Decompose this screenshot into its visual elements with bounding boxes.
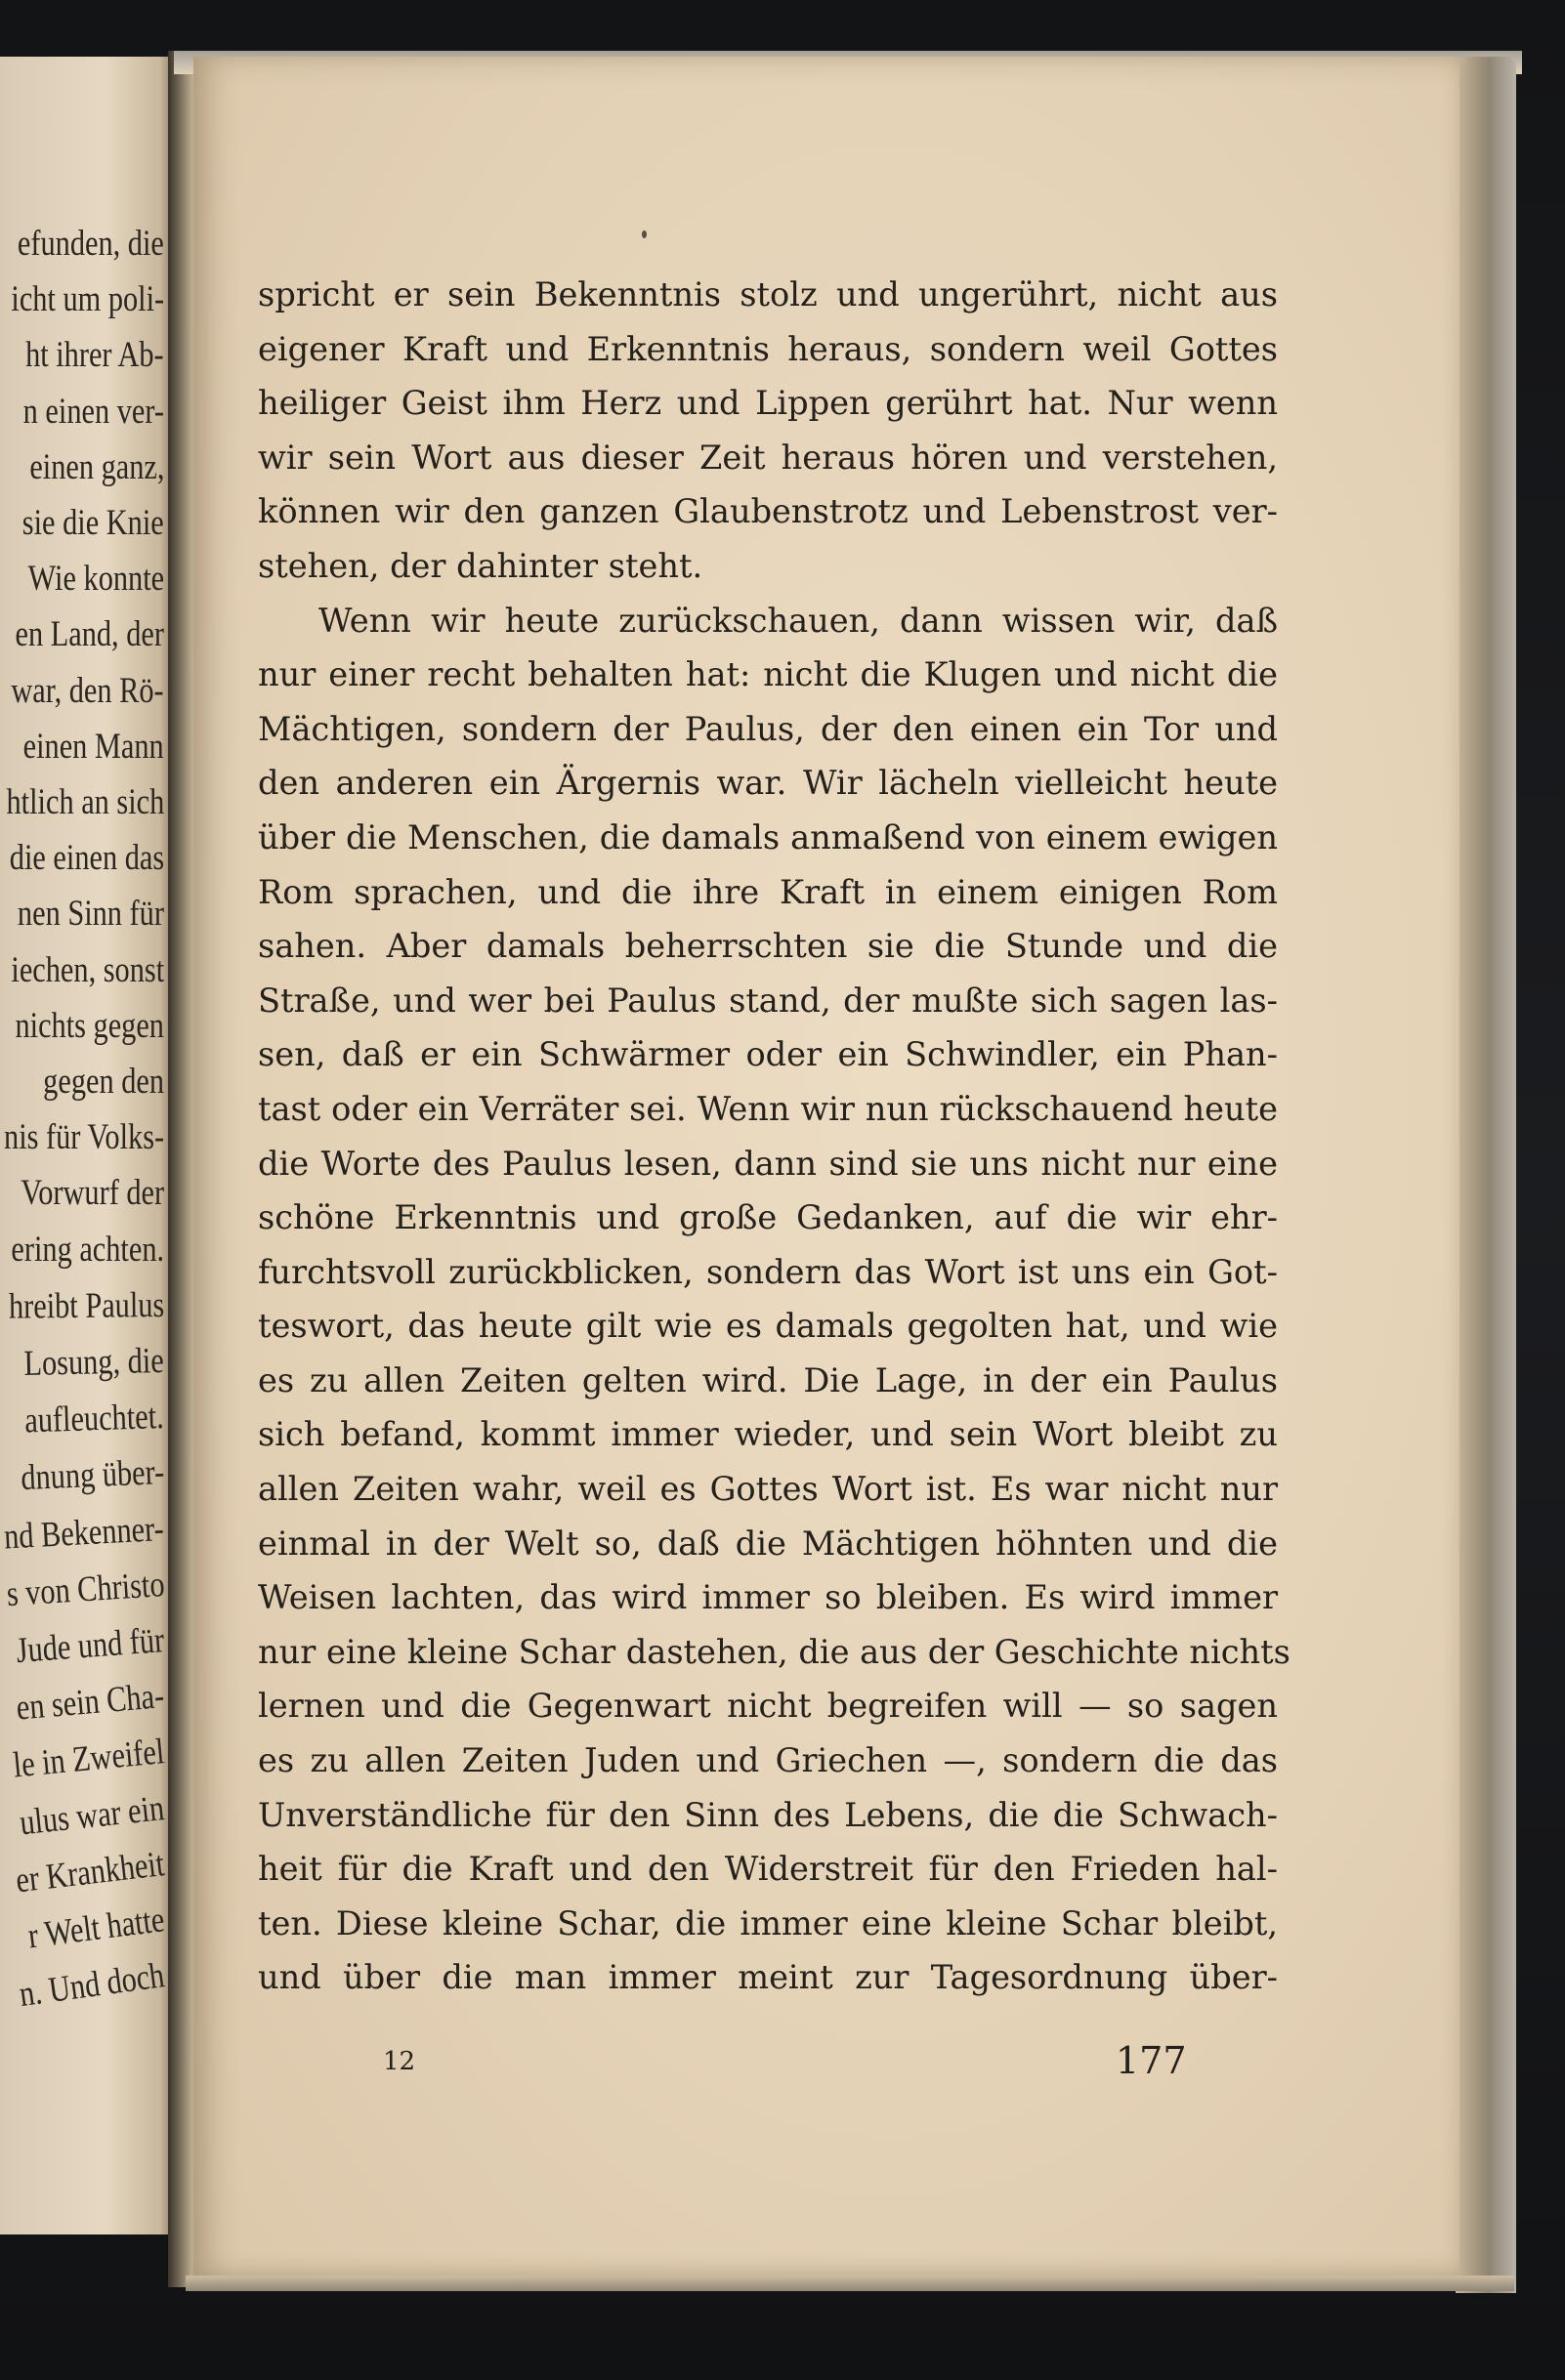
left-page-line: einen Mann [22,726,164,767]
text-line: furchtsvoll zurückblicken, sondern das Wort ist uns ein Got- [258,1252,1278,1291]
text-line: allen Zeiten wahr, weil es Gottes Wort ist. Es war nicht nur [258,1470,1278,1509]
left-page-line: war, den Rö- [11,670,164,711]
text-line: und über die man immer meint zur Tagesordnung über- [258,1958,1278,1997]
left-page-line: icht um poli- [11,279,164,320]
left-page-line: er Krankheit [14,1843,167,1901]
left-page-line: ulus war ein [18,1787,167,1843]
text-line: Unverständliche für den Sinn des Lebens, die die Schwach- [258,1795,1278,1834]
left-page-line: en sein Cha- [15,1676,166,1729]
page-footer [258,2039,1278,2098]
left-page-line: en Land, der [15,614,164,655]
left-page-line: Wie konnte [27,559,164,600]
book-cover-edge [1456,57,1516,2293]
text-line: Straße, und wer bei Paulus stand, der mußte sich sagen las- [258,981,1278,1020]
signature-mark: 12 [383,2047,416,2076]
left-page-line: die einen das [9,838,164,879]
left-page-line: s von Christo [5,1564,166,1614]
page-body-text [258,268,1290,2005]
text-line: sich befand, kommt immer wieder, und sein Wort bleibt zu [258,1415,1278,1454]
left-page-line: nis für Volks- [3,1117,164,1158]
text-line: heit für die Kraft und den Widerstreit für den Frieden hal- [258,1850,1278,1889]
text-line: eigener Kraft und Erkenntnis heraus, sondern weil Gottes [258,329,1278,368]
left-page-line: nichts gegen [15,1005,164,1046]
text-line: es zu allen Zeiten gelten wird. Die Lage, in der ein Paulus [258,1360,1278,1399]
text-line: ten. Diese kleine Schar, die immer eine kleine Schar bleibt, [258,1903,1278,1942]
text-line: lernen und die Gegenwart nicht begreifen will — so sagen [258,1687,1278,1726]
text-line: Weisen lachten, das wird immer so bleiben. Es wird immer [258,1578,1278,1617]
left-page-line: ht ihrer Ab- [25,335,164,376]
text-line: es zu allen Zeiten Juden und Griechen —, sondern die das [258,1741,1278,1780]
left-page-line: nen Sinn für [17,894,164,935]
left-page-line: gegen den [43,1062,164,1102]
text-line: teswort, das heute gilt wie es damals gegolten hat, und wie [258,1307,1278,1346]
text-line: tast oder ein Verräter sei. Wenn wir nun rückschauend heute [258,1089,1278,1128]
text-line: wir sein Wort aus dieser Zeit heraus hören und verstehen, [258,438,1278,477]
text-line: Wenn wir heute zurückschauen, dann wissen wir, daß [318,601,1278,640]
left-page-line: efunden, die [18,224,164,264]
page-number: 177 [1116,2039,1187,2082]
left-page-line: iechen, sonst [11,949,164,990]
text-line: über die Menschen, die damals anmaßend von einem ewigen [258,817,1278,856]
text-line: Mächtigen, sondern der Paulus, der den einen ein Tor und [258,709,1278,748]
left-page-line: Losung, die [23,1341,165,1384]
ink-mark [642,230,647,238]
left-page-line: hreibt Paulus [8,1284,165,1327]
text-line: schöne Erkenntnis und große Gedanken, auf die wir ehr- [258,1198,1278,1237]
left-page-line: ering achten. [11,1229,164,1270]
text-line: sen, daß er ein Schwärmer oder ein Schwindler, ein Phan- [258,1035,1278,1074]
text-line: heiliger Geist ihm Herz und Lippen gerührt hat. Nur wenn [258,384,1278,423]
text-line: den anderen ein Ärgernis war. Wir lächeln vielleicht heute [258,764,1278,803]
text-line: nur eine kleine Schar dastehen, die aus der Geschichte nichts [258,1632,1290,1671]
left-page-line: einen ganz, [28,446,164,487]
left-page-line: aufleuchtet. [24,1397,165,1441]
left-page-line: n einen ver- [22,391,164,432]
left-page-line: Vorwurf der [21,1173,164,1214]
text-line: sahen. Aber damals beherrschten sie die Stunde und die [258,927,1278,966]
text-line: stehen, der dahinter steht. [258,546,703,585]
text-line: nur einer recht behalten hat: nicht die Klugen und nicht die [258,655,1278,694]
previous-page-fragment [0,57,174,2234]
left-page-line: sie die Knie [22,503,164,543]
left-page-line: le in Zweifel [11,1732,166,1786]
text-line: die Worte des Paulus lesen, dann sind sie uns nicht nur eine [258,1144,1278,1183]
text-line: Rom sprachen, und die ihre Kraft in einem einigen Rom [258,872,1278,911]
text-line: einmal in der Welt so, daß die Mächtigen höhnten und die [258,1524,1278,1563]
left-page-line: r Welt hatte [25,1900,167,1957]
left-page-line: dnung über- [20,1452,165,1499]
left-page-line: Jude und für [15,1620,166,1672]
left-page-line: nd Bekenner- [3,1508,166,1558]
page-bottom-edge [186,2276,1514,2291]
text-line: können wir den ganzen Glaubenstrotz und Lebenstrost ver- [258,492,1278,531]
text-line: spricht er sein Bekenntnis stolz und ungerührt, nicht aus [258,275,1278,313]
left-page-line: htlich an sich [6,782,164,822]
left-page-line: n. Und doch [17,1955,167,2016]
